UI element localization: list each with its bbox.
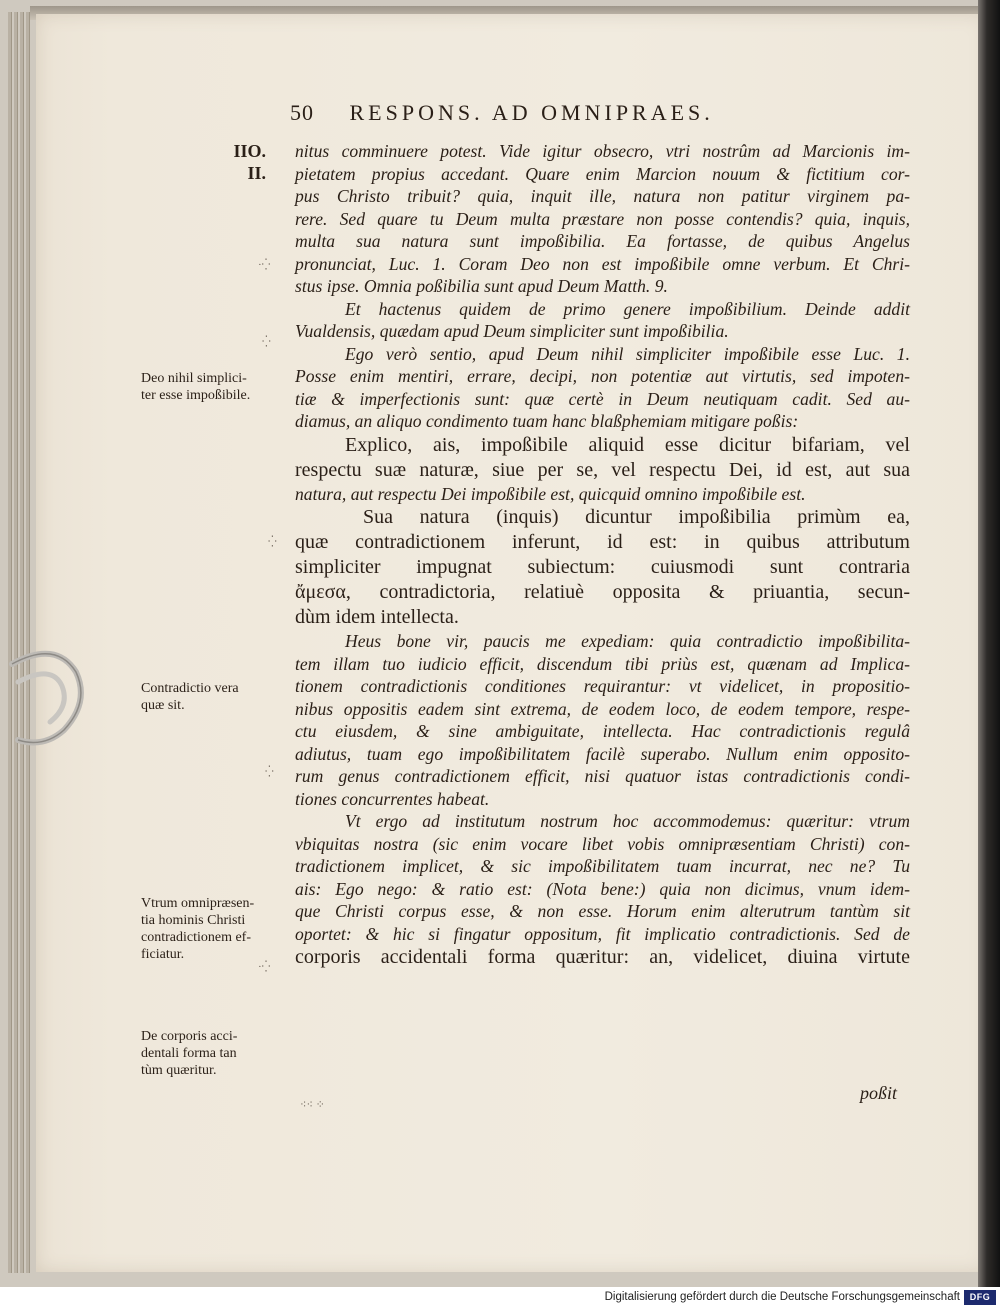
text-line: Heus bone vir, paucis me expediam: quia contradictio impoßibilita-	[345, 631, 910, 651]
marginal-note-line: Vtrum omnipræsen-	[141, 896, 255, 911]
marginal-note-line: quæ sit.	[141, 698, 185, 713]
text-line: natura, aut respectu Dei impoßibile est, quicquid omnino impoßibile est.	[295, 483, 806, 504]
marginal-note-line: ficiatur.	[141, 947, 185, 962]
text-line: nitus comminuere potest. Vide igitur obsecro, vtri nostrûm ad Marcionis im-	[295, 141, 910, 161]
text-line: quæ contradictionem inferunt, id est: in quibus attributum	[295, 531, 910, 553]
ink-smudge: ·⁛	[258, 259, 271, 271]
footer-bar	[0, 1287, 1000, 1309]
text-line: dùm idem intellecta.	[295, 606, 459, 628]
book-gutter-shadow	[978, 0, 1000, 1287]
marginal-note-line: De corporis acci-	[141, 1029, 238, 1044]
text-line: ctu eiusdem, & sine ambiguitate, intellecta. Hac contradictionis regulâ	[295, 721, 910, 741]
paperclip-icon	[4, 642, 84, 752]
marginal-note-line: Contradictio vera	[141, 681, 239, 696]
marginal-note-line: dentali forma tan	[141, 1046, 237, 1061]
text-line: pietatem propius accedant. Quare enim Marcion nouum & fictitium cor-	[295, 163, 910, 184]
marginal-note-line: tia hominis Christi	[141, 913, 246, 928]
text-line: pronunciat, Luc. 1. Coram Deo non est impoßibile omne verbum. Et Chri-	[295, 253, 910, 274]
marginal-note	[141, 895, 291, 963]
text-line: rere. Sed quare tu Deum multa præstare non posse contendis? quia, inquis,	[295, 208, 910, 229]
marginal-note-line: ter esse impoßibile.	[141, 388, 251, 403]
text-line: tradictionem implicet, & sic impoßibilitatem tuam incurrat, nec ne? Tu	[295, 856, 910, 876]
text-line: Et hactenus quidem de primo genere impoßibilium. Deinde addit	[345, 298, 910, 319]
marginal-note	[141, 370, 291, 404]
text-line: diamus, an aliquo condimento tuam hanc blaßphemiam mitigare poßis:	[295, 411, 799, 431]
marginal-note	[141, 680, 291, 714]
text-line: tiones concurrentes habeat.	[295, 788, 490, 809]
text-line: tem illam tuo iudicio efficit, discendum tibi priùs est, quænam ad Implica-	[295, 653, 910, 674]
margin-note-line: II.	[247, 163, 266, 183]
marginal-note-line: Deo nihil simplici-	[141, 371, 247, 386]
text-line: tionem contradictionis conditiones requirantur: vt videlicet, in propositio-	[295, 676, 910, 696]
text-line: Vt ergo ad institutum nostrum hoc accommodemus: quæritur: vtrum	[345, 811, 910, 831]
marginal-note-line: contradictionem ef-	[141, 930, 252, 945]
text-line: rum genus contradictionem efficit, nisi quatuor istas contradictionis condi-	[295, 766, 910, 786]
text-line: multa sua natura sunt impoßibilia. Ea fortasse, de quibus Angelus	[295, 231, 910, 251]
text-line: Ego verò sentio, apud Deum nihil simpliciter impoßibile esse Luc. 1.	[345, 343, 910, 364]
text-line: Vualdensis, quædam apud Deum simpliciter sunt impoßibilia.	[295, 321, 729, 341]
text-line: nibus oppositis eadem sint extrema, de eodem loco, de eodem tempore, respe-	[295, 698, 910, 719]
margin-note-line: IIO.	[233, 141, 266, 161]
body-text	[295, 140, 910, 970]
text-line: adiutus, tuam ego impoßibilitatem facilè superabo. Nullum enim opposito-	[295, 743, 910, 764]
text-line: tiæ & imperfectionis sunt: quæ certè in Deum neutiquam cadit. Sed au-	[295, 388, 910, 409]
text-line: vbiquitas nostra (sic enim vocare libet vobis omnipræsentiam Christi) con-	[295, 833, 910, 854]
text-line: que Christi corpus esse, & non esse. Horum enim alterutrum tantùm sit	[295, 901, 910, 921]
margin-top-notes	[186, 140, 266, 184]
dfg-logo: DFG	[964, 1290, 996, 1305]
text-line: ἄμεσα, contradictoria, relatiuè opposita & priuantia, secun-	[295, 581, 910, 603]
running-head: RESPONS. AD OMNIPRAES.	[349, 100, 714, 125]
ink-smudge: ⁛	[265, 766, 274, 778]
text-line: pus Christo tribuit? quia, inquit ille, natura non patitur virginem pa-	[295, 186, 910, 206]
text-line: ais: Ego nego: & ratio est: (Nota bene:) quia non dicimus, vnum idem-	[295, 878, 910, 899]
text-line: Posse enim mentiri, errare, decipi, non potentiæ aut virtutis, sed impoten-	[295, 366, 910, 386]
ink-smudge: ⁖⁖ ⁘	[300, 1099, 325, 1111]
ink-smudge: ⁛	[268, 536, 277, 548]
page-number: 50	[290, 100, 314, 125]
ink-smudge: ⁛	[262, 336, 271, 348]
text-line: Sua natura (inquis) dicuntur impoßibilia primùm ea,	[363, 506, 910, 528]
footer-credit: Digitalisierung gefördert durch die Deutsche Forschungsgemeinschaft	[604, 1291, 960, 1303]
catchword: poßit	[860, 1083, 898, 1103]
text-line: Explico, ais, impoßibile aliquid esse dicitur bifariam, vel	[345, 433, 910, 456]
running-header	[290, 100, 930, 130]
marginal-note	[141, 1028, 291, 1079]
marginal-note-line: tùm quæritur.	[141, 1063, 217, 1078]
text-line: stus ipse. Omnia poßibilia sunt apud Deum Matth. 9.	[295, 276, 668, 296]
text-line: simpliciter impugnat subiectum: cuiusmodi sunt contraria	[295, 556, 910, 578]
text-line: oportet: & hic si fingatur oppositum, fit implicatio contradictionis. Sed de	[295, 923, 910, 944]
ink-smudge: ·⁛	[258, 961, 271, 973]
text-line: respectu suæ naturæ, siue per se, vel respectu Dei, id est, aut sua	[295, 458, 910, 481]
text-line: corporis accidentali forma quæritur: an, videlicet, diuina virtute	[295, 946, 910, 968]
